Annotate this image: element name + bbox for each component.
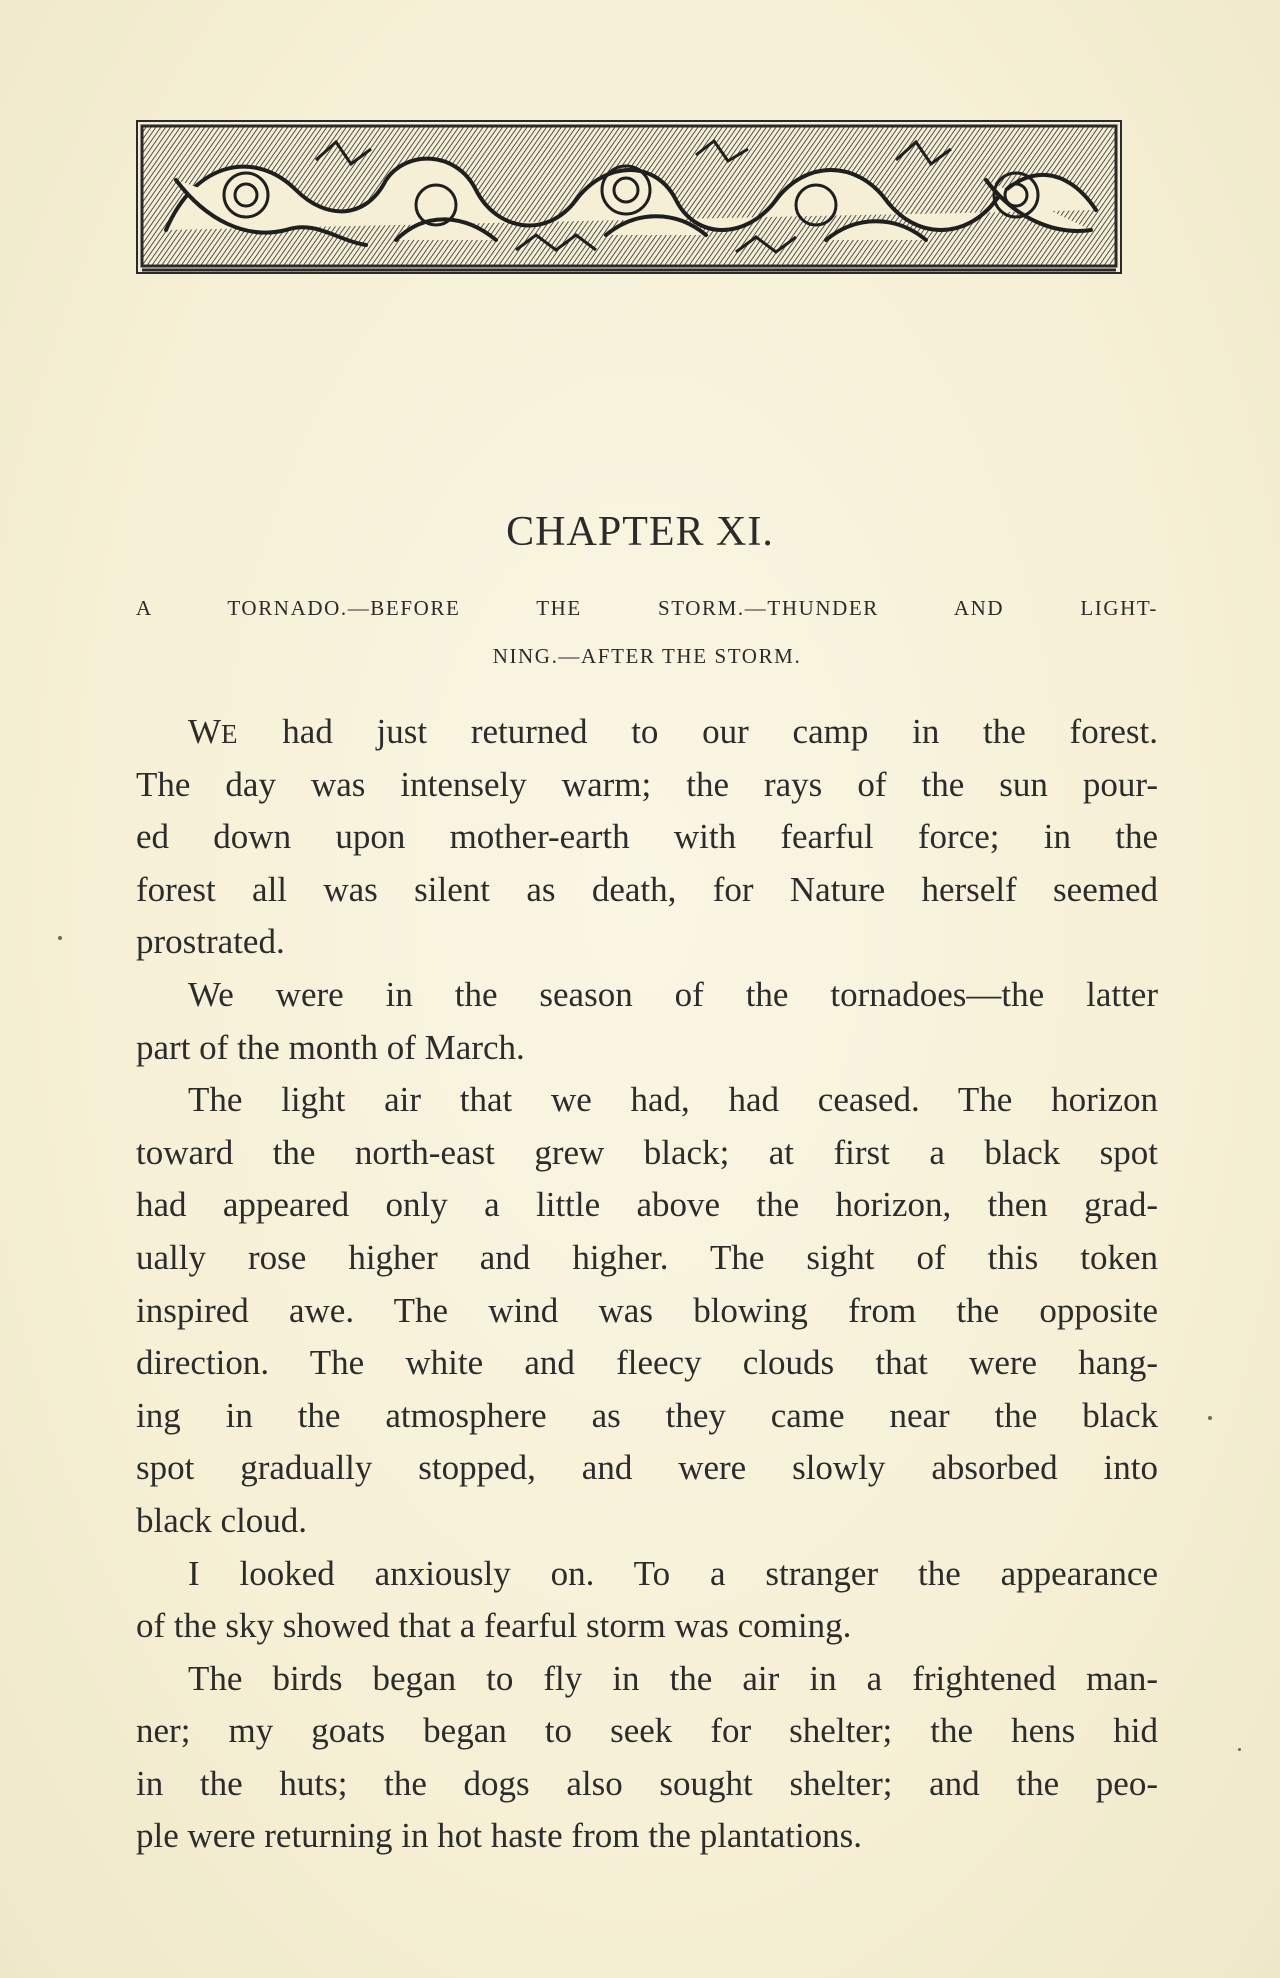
body-line: toward the north-east grew black; at first a black spot [136,1132,1158,1172]
ornamental-headpiece-icon [136,120,1122,274]
body-line: The light air that we had, had ceased. The horizon [188,1080,1158,1120]
chapter-title: CHAPTER XI. [506,509,774,555]
body-line: ple were returning in hot haste from the plantations. [136,1816,863,1856]
body-line: prostrated. [136,922,285,962]
paper-speck [1208,1416,1212,1420]
body-line: ing in the atmosphere as they came near the black [136,1395,1158,1435]
body-line: direction. The white and fleecy clouds that were hang- [136,1343,1158,1383]
body-line: The birds began to fly in the air in a frightened man- [188,1658,1158,1698]
body-line: of the sky showed that a fearful storm was coming. [136,1606,852,1646]
body-line: part of the month of March. [136,1027,525,1067]
body-line: ed down upon mother-earth with fearful force; in the [136,817,1158,857]
paper-speck [1238,1748,1241,1751]
body-line [136,706,1158,759]
chapter-summary-line-1: A TORNADO.—BEFORE THE STORM.—THUNDER AND LIGHT- [136,596,1158,620]
dropcap-initial: W [188,712,222,751]
body-line: spot gradually stopped, and were slowly absorbed into [136,1448,1158,1488]
body-line: inspired awe. The wind was blowing from the opposite [136,1290,1158,1330]
chapter-body [136,706,1158,1863]
body-line: black cloud. [136,1500,308,1540]
body-line: had appeared only a little above the horizon, then grad- [136,1185,1158,1225]
body-line-text: had just returned to our camp in the forest. [238,712,1158,751]
body-line: in the huts; the dogs also sought shelter; and the peo- [136,1763,1158,1803]
body-line: We were in the season of the tornadoes—the latter [188,974,1158,1014]
body-line: The day was intensely warm; the rays of the sun pour- [136,764,1158,804]
dropcap-smallcap: E [221,719,239,749]
body-line: ually rose higher and higher. The sight of this token [136,1237,1158,1277]
paper-speck [58,936,62,940]
body-line: I looked anxiously on. To a stranger the appearance [188,1553,1158,1593]
body-line: ner; my goats began to seek for shelter; the hens hid [136,1711,1158,1751]
chapter-summary-line-2: NING.—AFTER THE STORM. [492,644,802,668]
body-line: forest all was silent as death, for Nature herself seemed [136,869,1158,909]
